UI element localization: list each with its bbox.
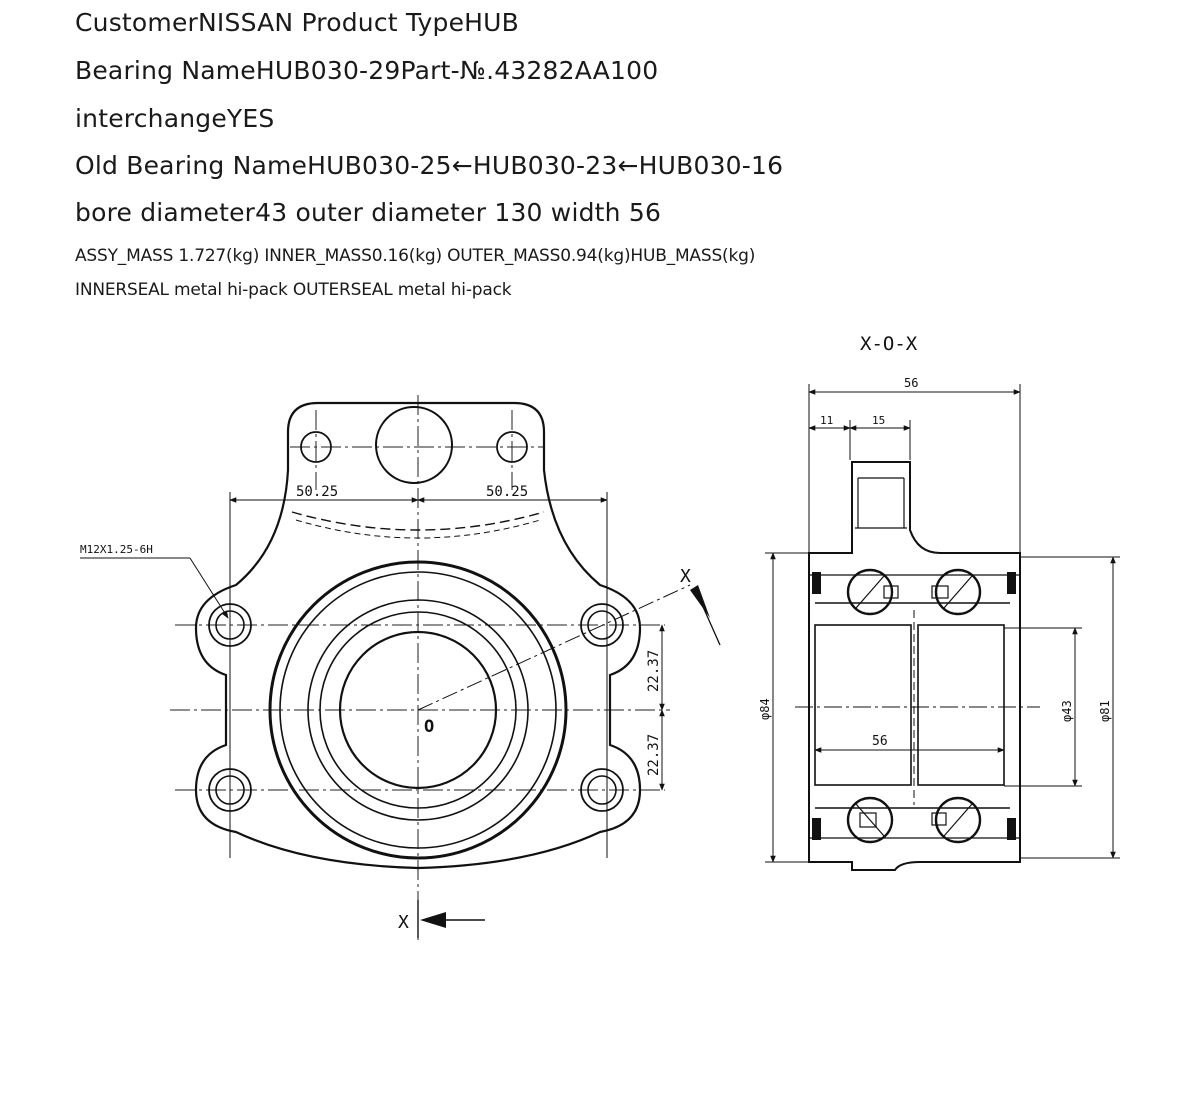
mass-line: ASSY_MASS 1.727(kg) INNER_MASS0.16(kg) OUTER_MASS0.94(kg)HUB_MASS(kg) (75, 246, 756, 266)
thread-callout (80, 543, 228, 618)
dim-11: 11 (820, 414, 834, 427)
section-view (758, 333, 1120, 870)
section-mark-x-bottom: X (398, 912, 409, 933)
dimensions-line: bore diameter43 outer diameter 130 width 56 (75, 198, 662, 227)
seal-line: INNERSEAL metal hi-pack OUTERSEAL metal hi-pack (75, 280, 512, 300)
old-bearing-line: Old Bearing NameHUB030-25←HUB030-23←HUB030-16 (75, 151, 784, 180)
thread-label: M12X1.25-6H (80, 543, 153, 556)
dim-label-left: 50.25 (296, 484, 339, 500)
dia-84: φ84 (758, 698, 772, 720)
dia-81: φ81 (1098, 700, 1112, 722)
dia-43: φ43 (1060, 700, 1074, 722)
top-pad-holes (301, 407, 527, 483)
dim-label-upper: 22.37 (646, 649, 662, 692)
section-title: X-O-X (860, 333, 918, 355)
customer-product-line: CustomerNISSAN Product TypeHUB (75, 8, 520, 37)
dim-15: 15 (872, 414, 886, 427)
front-view (80, 395, 720, 940)
dim-label-lower: 22.37 (646, 733, 662, 776)
dim-inner-width: 56 (872, 734, 888, 749)
dim-label-right: 50.25 (486, 484, 529, 500)
center-label: O (424, 717, 435, 737)
dim-width: 56 (904, 376, 919, 390)
interchange-line: interchangeYES (75, 104, 275, 133)
section-mark-x: X (680, 566, 691, 587)
dim-22-37 (646, 625, 662, 790)
bearing-name-line: Bearing NameHUB030-29Part-№.43282AA100 (75, 56, 659, 85)
bottom-section-arrow (398, 900, 485, 938)
